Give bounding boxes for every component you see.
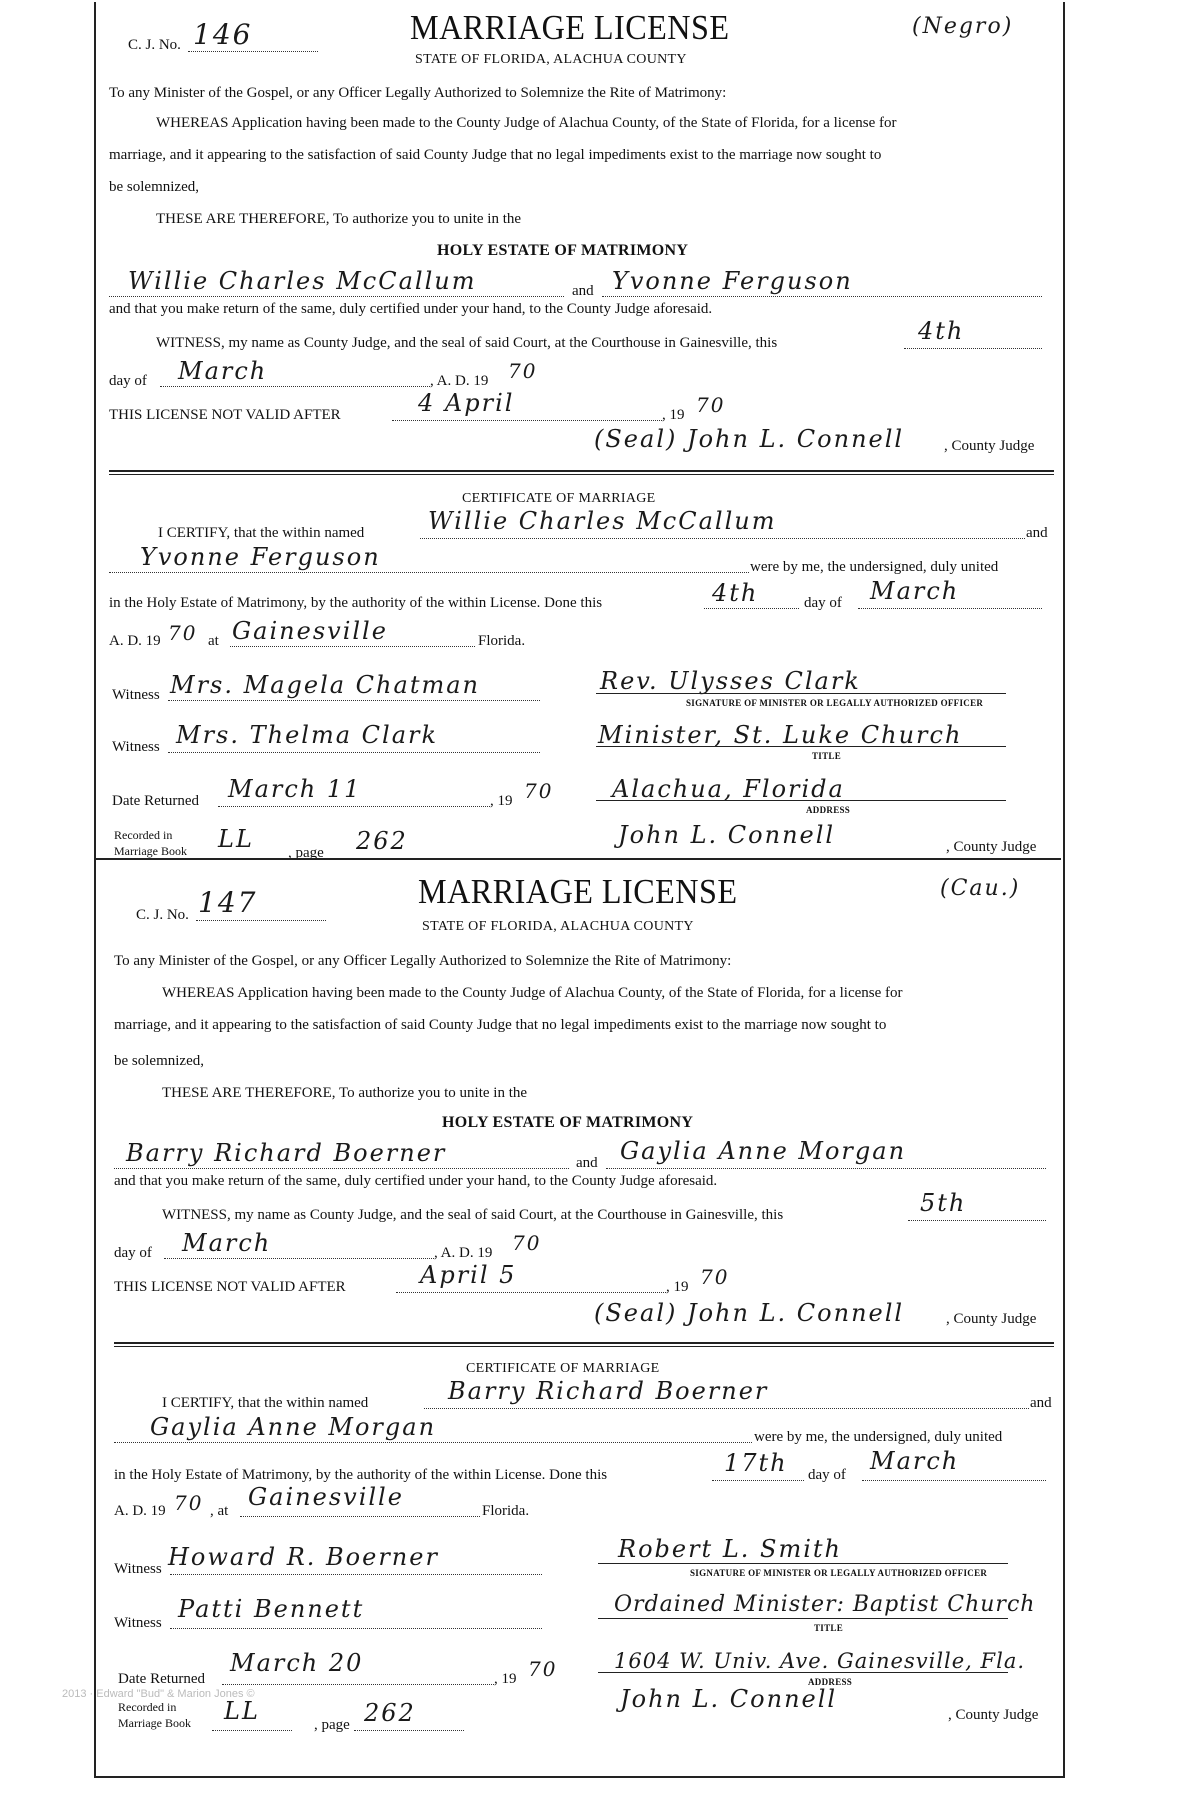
address-line: To any Minister of the Gospel, or any Officer Legally Authorized to Solemnize the Rite of Matrimony: [114, 953, 732, 969]
return-line: and that you make return of the same, duly certified under your hand, to the County Judge aforesaid. [109, 301, 713, 317]
issue-year: 70 [512, 1231, 542, 1255]
recorded-in-label: Recorded in [114, 828, 173, 842]
at-label: at [208, 633, 219, 649]
officer-address: 1604 W. Univ. Ave. Gainesville, Fla. [614, 1649, 1026, 1673]
cert-judge-signature: John L. Connell [620, 1685, 838, 1713]
cert-ad-label: A. D. 19 [109, 633, 161, 649]
ad-label: , A. D. 19 [434, 1245, 493, 1261]
witness1-name: Mrs. Magela Chatman [170, 671, 480, 699]
witness2-name: Patti Bennett [178, 1595, 365, 1623]
address-caption: ADDRESS [808, 1677, 853, 1687]
returned-year-prefix: , 19 [494, 1671, 517, 1687]
officer-signature: Robert L. Smith [618, 1535, 843, 1563]
date-returned: March 11 [228, 775, 362, 803]
issue-month: March [178, 357, 268, 385]
were-by-me: were by me, the undersigned, duly united [750, 559, 999, 575]
certificate-heading: CERTIFICATE OF MARRIAGE [466, 1361, 660, 1376]
done-year: 70 [174, 1491, 204, 1515]
done-day: 17th [724, 1449, 788, 1477]
judge-signature: (Seal) John L. Connell [594, 425, 905, 453]
book: LL [218, 825, 254, 853]
divider [114, 1342, 1054, 1344]
and-label: and [572, 283, 594, 299]
margin-note: (Cau.) [940, 876, 1021, 901]
officer-caption: SIGNATURE OF MINISTER OR LEGALLY AUTHORIZED OFFICER [690, 1568, 988, 1578]
address-line: To any Minister of the Gospel, or any Officer Legally Authorized to Solemnize the Rite of Matrimony: [109, 85, 727, 101]
page-number: 262 [356, 827, 408, 855]
cert-county-judge: , County Judge [946, 839, 1037, 855]
expiry-year-prefix: , 19 [662, 407, 685, 423]
cj-number: 147 [198, 886, 258, 919]
license-title: MARRIAGE LICENSE [418, 872, 738, 911]
ad-label: , A. D. 19 [430, 373, 489, 389]
witness1-label: Witness [114, 1561, 162, 1577]
officer-caption: SIGNATURE OF MINISTER OR LEGALLY AUTHORIZED OFFICER [686, 698, 984, 708]
officer-title: Minister, St. Luke Church [598, 721, 963, 749]
whereas-line-1: WHEREAS Application having been made to the County Judge of Alachua County, of the State of Florida, for a license for [162, 985, 903, 1001]
judge-signature: (Seal) John L. Connell [594, 1299, 905, 1327]
cert-day-of: day of [808, 1467, 846, 1483]
certify-label: I CERTIFY, that the within named [158, 525, 365, 541]
return-line: and that you make return of the same, duly certified under your hand, to the County Judge aforesaid. [114, 1173, 718, 1189]
page-number: 262 [364, 1699, 416, 1727]
recorded-in-label: Recorded in [118, 1700, 177, 1714]
done-place: Gainesville [248, 1483, 404, 1511]
cj-number: 146 [193, 18, 253, 51]
witness2-label: Witness [112, 739, 160, 755]
cj-number-label: C. J. No. [128, 37, 181, 53]
title-caption: TITLE [812, 751, 842, 761]
cert-groom: Barry Richard Boerner [448, 1377, 769, 1405]
issue-month: March [182, 1229, 272, 1257]
whereas-line-3: be solemnized, [114, 1053, 204, 1069]
date-returned-label: Date Returned [112, 793, 200, 809]
county-judge-label: , County Judge [944, 438, 1035, 454]
cert-day-of: day of [804, 595, 842, 611]
cert-judge-signature: John L. Connell [618, 821, 836, 849]
margin-note: (Negro) [912, 14, 1014, 39]
certificate-heading: CERTIFICATE OF MARRIAGE [462, 491, 656, 506]
cert-county-judge: , County Judge [948, 1707, 1039, 1723]
officer-title: Ordained Minister: Baptist Church [614, 1592, 1036, 1617]
done-year: 70 [168, 621, 198, 645]
page-label: , page [314, 1717, 350, 1733]
done-month: March [870, 577, 960, 605]
witness1-label: Witness [112, 687, 160, 703]
therefore-line: THESE ARE THEREFORE, To authorize you to unite in the [156, 211, 522, 227]
cert-ad-label: A. D. 19 [114, 1503, 166, 1519]
date-returned: March 20 [230, 1649, 364, 1677]
expiry-year: 70 [696, 393, 726, 417]
cert-and-label: and [1030, 1395, 1052, 1411]
divider [109, 470, 1054, 472]
expiry-date: April 5 [420, 1261, 517, 1289]
witness-judge-line: WITNESS, my name as County Judge, and the seal of said Court, at the Courthouse in Gainesville, this [156, 335, 778, 351]
date-returned-label: Date Returned [118, 1671, 206, 1687]
issue-day: 4th [918, 317, 965, 345]
certify-label: I CERTIFY, that the within named [162, 1395, 369, 1411]
not-valid-label: THIS LICENSE NOT VALID AFTER [109, 407, 341, 423]
day-of-label: day of [109, 373, 147, 389]
done-day: 4th [712, 579, 759, 607]
returned-year-prefix: , 19 [490, 793, 513, 809]
done-month: March [870, 1447, 960, 1475]
whereas-line-2: marriage, and it appearing to the satisfaction of said County Judge that no legal impediments exist to the marriage now sought to [114, 1017, 887, 1033]
cert-groom: Willie Charles McCallum [428, 507, 777, 535]
witness1-name: Howard R. Boerner [168, 1543, 439, 1571]
whereas-line-3: be solemnized, [109, 179, 199, 195]
page-label: , page [288, 845, 324, 861]
witness2-label: Witness [114, 1615, 162, 1631]
therefore-line: THESE ARE THEREFORE, To authorize you to unite in the [162, 1085, 528, 1101]
license-title: MARRIAGE LICENSE [410, 8, 730, 47]
issue-year: 70 [508, 359, 538, 383]
groom-name: Barry Richard Boerner [126, 1139, 447, 1167]
cert-and-label: and [1026, 525, 1048, 541]
expiry-year-prefix: , 19 [666, 1279, 689, 1295]
bride-name: Yvonne Ferguson [612, 267, 853, 295]
witness-judge-line: WITNESS, my name as County Judge, and the seal of said Court, at the Courthouse in Gainesville, this [162, 1207, 784, 1223]
in-the-line: in the Holy Estate of Matrimony, by the authority of the within License. Done this [114, 1467, 608, 1483]
bride-name: Gaylia Anne Morgan [620, 1137, 907, 1165]
cert-bride: Gaylia Anne Morgan [150, 1413, 437, 1441]
groom-name: Willie Charles McCallum [128, 267, 477, 295]
officer-address: Alachua, Florida [612, 775, 845, 803]
returned-year: 70 [524, 779, 554, 803]
holy-estate-heading: HOLY ESTATE OF MATRIMONY [442, 1114, 694, 1131]
florida-label: Florida. [482, 1503, 530, 1519]
copyright-watermark: 2013 · Edward "Bud" & Marion Jones © [62, 1688, 255, 1700]
expiry-year: 70 [700, 1265, 730, 1289]
day-of-label: day of [114, 1245, 152, 1261]
florida-label: Florida. [478, 633, 526, 649]
title-caption: TITLE [814, 1623, 844, 1633]
license-subtitle: STATE OF FLORIDA, ALACHUA COUNTY [422, 919, 694, 934]
not-valid-label: THIS LICENSE NOT VALID AFTER [114, 1279, 346, 1295]
license-subtitle: STATE OF FLORIDA, ALACHUA COUNTY [415, 52, 687, 67]
license-separator [94, 858, 1061, 860]
whereas-line-1: WHEREAS Application having been made to the County Judge of Alachua County, of the State of Florida, for a license for [156, 115, 897, 131]
cj-number-label: C. J. No. [136, 907, 189, 923]
officer-signature: Rev. Ulysses Clark [600, 667, 861, 695]
at-label: , at [210, 1503, 229, 1519]
were-by-me: were by me, the undersigned, duly united [754, 1429, 1003, 1445]
witness2-name: Mrs. Thelma Clark [176, 721, 439, 749]
and-label: and [576, 1155, 598, 1171]
expiry-date: 4 April [418, 389, 515, 417]
county-judge-label: , County Judge [946, 1311, 1037, 1327]
marriage-book-label: Marriage Book [114, 844, 187, 858]
in-the-line: in the Holy Estate of Matrimony, by the authority of the within License. Done this [109, 595, 603, 611]
whereas-line-2: marriage, and it appearing to the satisfaction of said County Judge that no legal impediments exist to the marriage now sought to [109, 147, 882, 163]
holy-estate-heading: HOLY ESTATE OF MATRIMONY [437, 242, 689, 259]
returned-year: 70 [528, 1657, 558, 1681]
issue-day: 5th [920, 1189, 967, 1217]
done-place: Gainesville [232, 617, 388, 645]
marriage-book-label: Marriage Book [118, 1716, 191, 1730]
book: LL [224, 1697, 260, 1725]
address-caption: ADDRESS [806, 805, 851, 815]
cert-bride: Yvonne Ferguson [140, 543, 381, 571]
